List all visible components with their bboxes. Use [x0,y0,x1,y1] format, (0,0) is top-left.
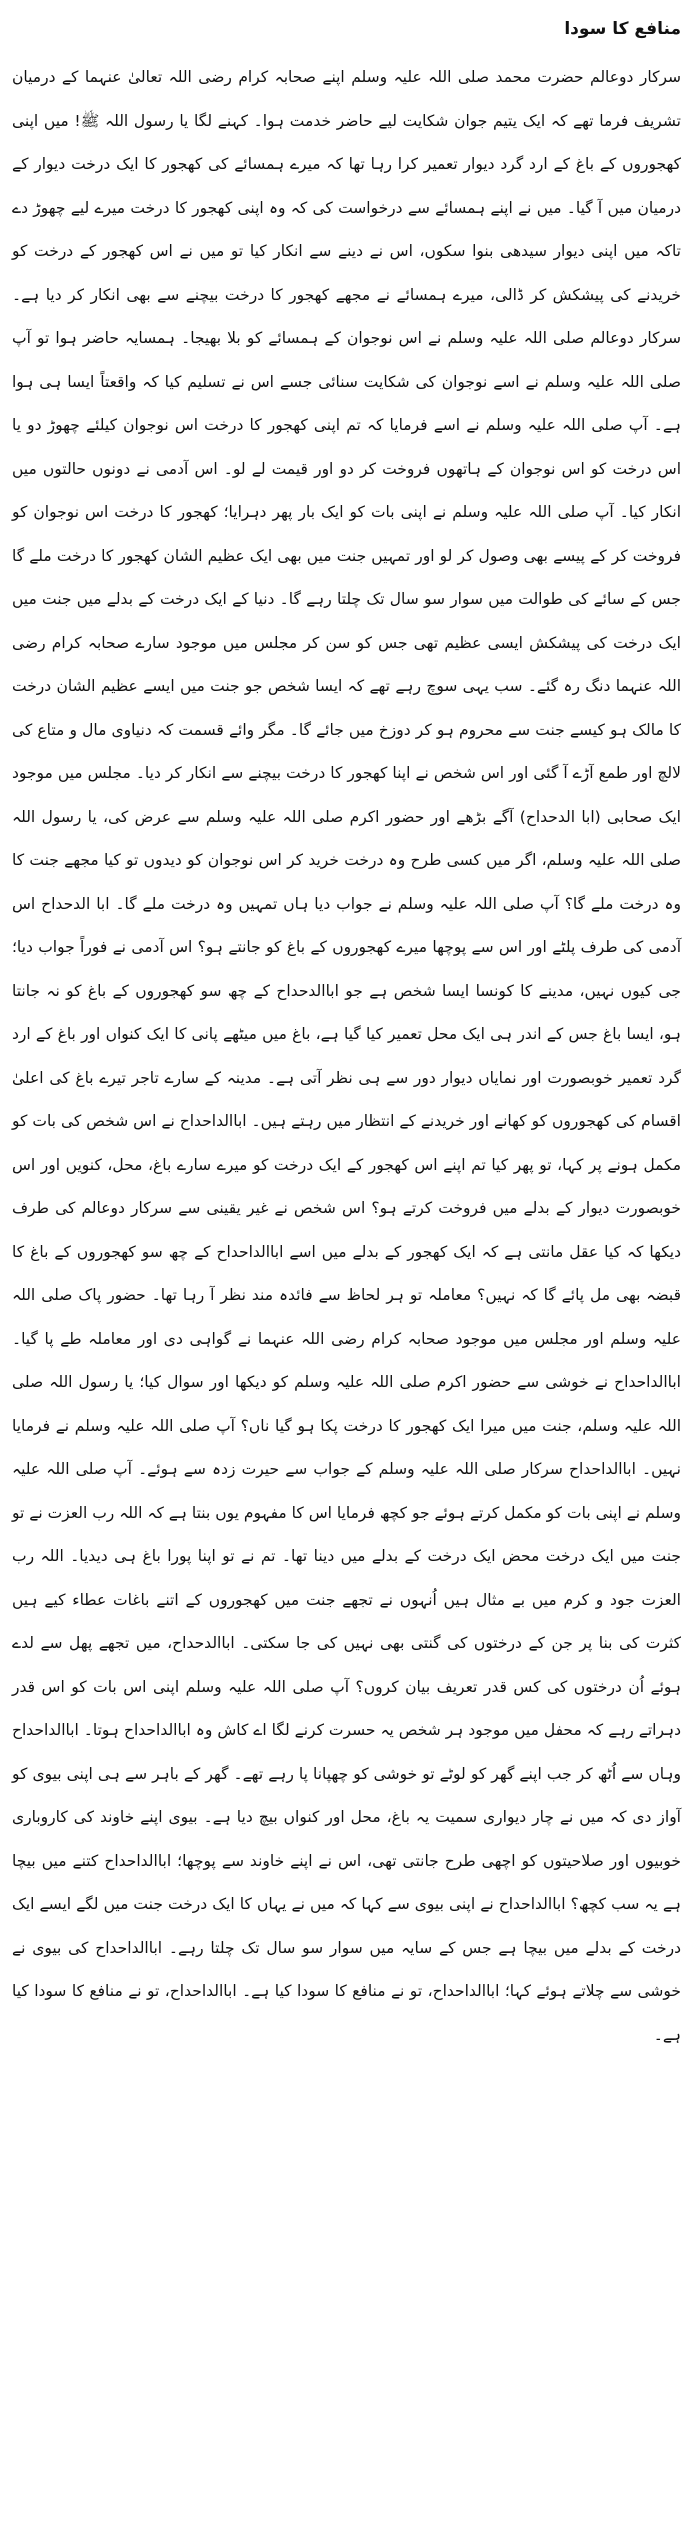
article-body: سرکار دوعالم حضرت محمد صلی اللہ علیہ وسلم اپنے صحابہ کرام رضی اللہ تعالیٰ عنہما کے درمیان تشریف فرما تھے کہ ایک یتیم جوان شکایت لیے حاضر خدمت ہوا۔ کہنے لگا یا رسول اللہ ﷺ! میں اپنی کھجوروں کے باغ کے ارد گرد دیوار تعمیر کرا رہا تھا کہ میرے ہمسائے کی کھجور کا ایک درخت دیوار کے درمیان میں آ گیا۔ میں نے اپنے ہمسائے سے درخواست کی کہ وہ اپنی کھجور کا درخت میرے لیے چھوڑ دے تاکہ میں اپنی دیوار سیدھی بنوا سکوں، اس نے دینے سے انکار کیا تو میں نے اس کھجور کے درخت کو خریدنے کی پیشکش کر ڈالی، میرے ہمسائے نے مجھے کھجور کا درخت بیچنے سے بھی انکار کر دیا ہے۔ سرکار دوعالم صلی اللہ علیہ وسلم نے اس نوجوان کے ہمسائے کو بلا بھیجا۔ ہمسایہ حاضر ہوا تو آپ صلی اللہ علیہ وسلم نے اسے نوجوان کی شکایت سنائی جسے اس نے تسلیم کیا کہ واقعتاً ایسا ہی ہوا ہے۔ آپ صلی اللہ علیہ وسلم نے اسے فرمایا کہ تم اپنی کھجور کا درخت اس نوجوان کیلئے چھوڑ دو یا اس درخت کو اس نوجوان کے ہاتھوں فروخت کر دو اور قیمت لے لو۔ اس آدمی نے دونوں حالتوں میں انکار کیا۔ آپ صلی اللہ علیہ وسلم نے اپنی بات کو ایک بار پھر دہرایا؛ کھجور کا درخت اس نوجوان کو فروخت کر کے پیسے بھی وصول کر لو اور تمہیں جنت میں بھی ایک عظیم الشان کھجور کا درخت ملے گا جس کے سائے کی طوالت میں سوار سو سال تک چلتا رہے گا۔ دنیا کے ایک درخت کے بدلے میں جنت میں ایک درخت کی پیشکش ایسی عظیم تھی جس کو سن کر مجلس میں موجود سارے صحابہ کرام رضی اللہ عنہما دنگ رہ گئے۔ سب یہی سوچ رہے تھے کہ ایسا شخص جو جنت میں ایسے عظیم الشان درخت کا مالک ہو کیسے جنت سے محروم ہو کر دوزخ میں جائے گا۔ مگر وائے قسمت کہ دنیاوی مال و متاع کی لالچ اور طمع آڑے آ گئی اور اس شخص نے اپنا کھجور کا درخت بیچنے سے انکار کر دیا۔ مجلس میں موجود ایک صحابی (ابا الدحداح) آگے بڑھے اور حضور اکرم صلی اللہ علیہ وسلم سے عرض کی، یا رسول اللہ صلی اللہ علیہ وسلم، اگر میں کسی طرح وہ درخت خرید کر اس نوجوان کو دیدوں تو کیا مجھے جنت کا وہ درخت ملے گا؟ آپ صلی اللہ علیہ وسلم نے جواب دیا ہاں تمہیں وہ درخت ملے گا۔ ابا الدحداح اس آدمی کی طرف پلٹے اور اس سے پوچھا میرے کھجوروں کے باغ کو جانتے ہو؟ اس آدمی نے فوراً جواب دیا؛ جی کیوں نہیں، مدینے کا کونسا ایسا شخص ہے جو اباالدحداح کے چھ سو کھجوروں کے باغ کو نہ جانتا ہو، ایسا باغ جس کے اندر ہی ایک محل تعمیر کیا گیا ہے، باغ میں میٹھے پانی کا ایک کنواں اور باغ کے ارد گرد تعمیر خوبصورت اور نمایاں دیوار دور سے ہی نظر آتی ہے۔ مدینہ کے سارے تاجر تیرے باغ کی اعلیٰ اقسام کی کھجوروں کو کھانے اور خریدنے کے انتظار میں رہتے ہیں۔ اباالداحداح نے اس شخص کی بات کو مکمل ہونے پر کہا، تو پھر کیا تم اپنے اس کھجور کے ایک درخت کو میرے سارے باغ، محل، کنویں اور اس خوبصورت دیوار کے بدلے میں فروخت کرتے ہو؟ اس شخص نے غیر یقینی سے سرکار دوعالم کی طرف دیکھا کہ کیا عقل مانتی ہے کہ ایک کھجور کے بدلے میں اسے اباالداحداح کے چھ سو کھجوروں کے باغ کا قبضہ بھی مل پائے گا کہ نہیں؟ معاملہ تو ہر لحاظ سے فائدہ مند نظر آ رہا تھا۔ حضور پاک صلی اللہ علیہ وسلم اور مجلس میں موجود صحابہ کرام رضی اللہ عنہما نے گواہی دی اور معاملہ طے پا گیا۔ اباالداحداح نے خوشی سے حضور اکرم صلی اللہ علیہ وسلم کو دیکھا اور سوال کیا؛ یا رسول اللہ صلی اللہ علیہ وسلم، جنت میں میرا ایک کھجور کا درخت پکا ہو گیا ناں؟ آپ صلی اللہ علیہ وسلم نے فرمایا نہیں۔ اباالداحداح سرکار صلی اللہ علیہ وسلم کے جواب سے حیرت زدہ سے ہوئے۔ آپ صلی اللہ علیہ وسلم نے اپنی بات کو مکمل کرتے ہوئے جو کچھ فرمایا اس کا مفہوم یوں بنتا ہے کہ اللہ رب العزت نے تو جنت میں ایک درخت محض ایک درخت کے بدلے میں دینا تھا۔ تم نے تو اپنا پورا باغ ہی دیدیا۔ اللہ رب العزت جود و کرم میں بے مثال ہیں اُنہوں نے تجھے جنت میں کھجوروں کے اتنے باغات عطاء کیے ہیں کثرت کی بنا پر جن کے درختوں کی گنتی بھی نہیں کی جا سکتی۔ اباالدحداح، میں تجھے پھل سے لدے ہوئے اُن درختوں کی کس قدر تعریف بیان کروں؟ آپ صلی اللہ علیہ وسلم اپنی اس بات کو اس قدر دہراتے رہے کہ محفل میں موجود ہر شخص یہ حسرت کرنے لگا اے کاش وہ اباالداحداح ہوتا۔ اباالداحداح وہاں سے اُٹھ کر جب اپنے گھر کو لوٹے تو خوشی کو چھپانا پا رہے تھے۔ گھر کے باہر سے ہی اپنی بیوی کو آواز دی کہ میں نے چار دیواری سمیت یہ باغ، محل اور کنواں بیچ دیا ہے۔ بیوی اپنے خاوند کی کاروباری خوبیوں اور صلاحیتوں کو اچھی طرح جانتی تھی، اس نے اپنے خاوند سے پوچھا؛ اباالداحداح کتنے میں بیچا ہے یہ سب کچھ؟ اباالداحداح نے اپنی بیوی سے کہا کہ میں نے یہاں کا ایک درخت جنت میں لگے ایسے ایک درخت کے بدلے میں بیچا ہے جس کے سایہ میں سوار سو سال تک چلتا رہے۔ اباالداحداح کی بیوی نے خوشی سے چلاتے ہوئے کہا؛ اباالداحداح، تو نے منافع کا سودا کیا ہے۔ اباالداحداح، تو نے منافع کا سودا کیا ہے۔ [12,68,681,2044]
article-title: منافع کا سودا [564,19,681,39]
